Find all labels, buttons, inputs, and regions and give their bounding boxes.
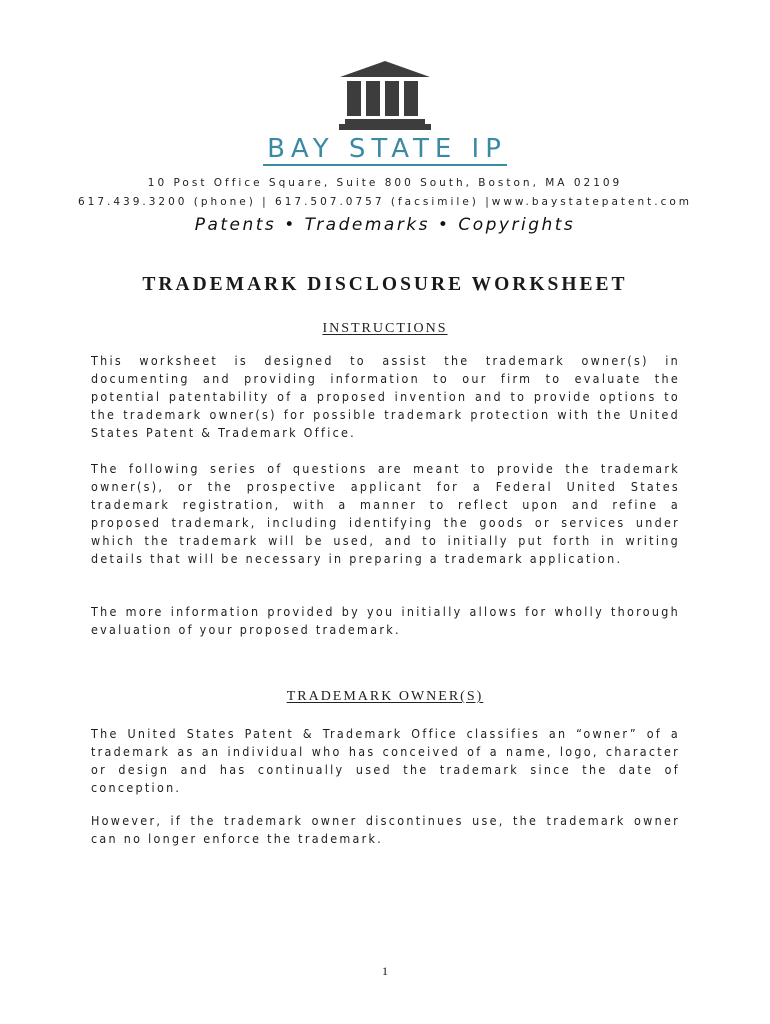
instructions-paragraph-3: The more information provided by you initially allows for wholly thorough evaluation of your proposed trademark. — [91, 604, 680, 637]
section-heading-text: TRADEMARK OWNER(S) — [286, 689, 484, 704]
address-line: 10 Post Office Square, Suite 800 South, Boston, MA 02109 — [147, 177, 623, 189]
tagline: Patents • Trademarks • Copyrights — [194, 215, 576, 235]
owners-paragraph-1: The United States Patent & Trademark Office classifies an “owner” of a trademark as an individual who has conceived of a name, logo, character or design and has continually used the trademark since the date of conception. — [91, 726, 680, 795]
owners-paragraph-2: However, if the trademark owner discontinues use, the trademark owner can no longer enforce the trademark. — [91, 813, 680, 846]
section-heading-trademark-owners — [0, 689, 770, 705]
contact-line: 617.439.3200 (phone) | 617.507.0757 (facsimile) |www.baystatepatent.com — [77, 196, 693, 208]
section-heading-text: INSTRUCTIONS — [322, 321, 448, 336]
brand-name-text: BAY STATE IP — [263, 134, 507, 166]
courthouse-columns-icon — [337, 60, 433, 130]
brand-name — [0, 134, 770, 166]
instructions-paragraph-1: This worksheet is designed to assist the trademark owner(s) in documenting and providing information to our firm to evaluate the potential patentability of a proposed invention and to provide options to the trademark owner(s) for possible trademark protection with the United States Patent & Trademark Office. — [91, 353, 680, 440]
document-title: TRADEMARK DISCLOSURE WORKSHEET — [142, 274, 628, 295]
section-heading-instructions — [0, 321, 770, 337]
instructions-paragraph-2: The following series of questions are meant to provide the trademark owner(s), or the prospective applicant for a Federal United States trademark registration, with a manner to reflect upon and refine a proposed trademark, including identifying the goods or services under which the trademark will be used, and to initially put forth in writing details that will be necessary in preparing a trademark application. — [91, 461, 680, 566]
page-number: 1 — [382, 964, 388, 978]
